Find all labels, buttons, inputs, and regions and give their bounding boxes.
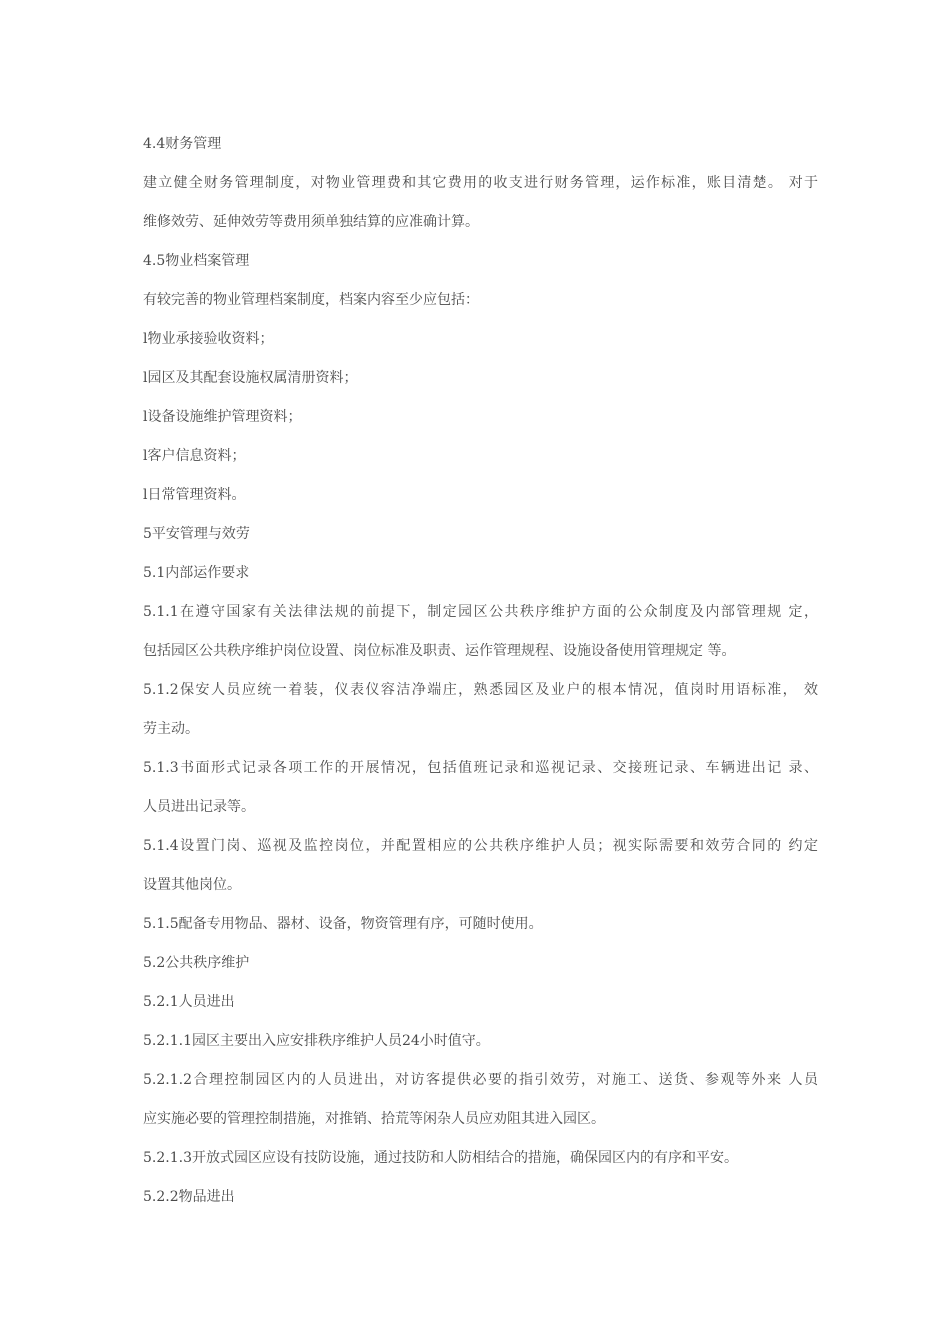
section-heading-4-4: 4.4财务管理 (143, 136, 222, 152)
paragraph-line: 5.1.1在遵守国家有关法律法规的前提下，制定园区公共秩序维护方面的公众制度及内部管理规 定， (143, 604, 818, 620)
list-item: l设备设施维护管理资料； (143, 409, 302, 425)
paragraph-line: 5.2.1.2合理控制园区内的人员进出，对访客提供必要的指引效劳，对施工、送货、参观等外来 人员 (143, 1072, 818, 1088)
document-body (143, 129, 818, 1221)
paragraph-line: 5.1.3书面形式记录各项工作的开展情况，包括值班记录和巡视记录、交接班记录、车辆进出记 录、 (143, 760, 818, 776)
section-heading-5-1: 5.1内部运作要求 (143, 565, 250, 581)
list-item: l客户信息资料； (143, 448, 246, 464)
paragraph-line: 设置其他岗位。 (143, 877, 241, 893)
section-heading-5: 5平安管理与效劳 (143, 526, 250, 542)
list-item: l物业承接验收资料； (143, 331, 274, 347)
paragraph-line: 5.1.2保安人员应统一着装，仪表仪容洁净端庄，熟悉园区及业户的根本情况，值岗时用语标准， 效 (143, 682, 818, 698)
paragraph-line: 5.2.1.1园区主要出入应安排秩序维护人员24小时值守。 (143, 1033, 490, 1049)
paragraph-line: 5.1.5配备专用物品、器材、设备，物资管理有序，可随时使用。 (143, 916, 543, 932)
list-item: l日常管理资料。 (143, 487, 246, 503)
paragraph-line: 包括园区公共秩序维护岗位设置、岗位标准及职责、运作管理规程、设施设备使用管理规定 等。 (143, 643, 736, 659)
paragraph-line: 维修效劳、延伸效劳等费用须单独结算的应准确计算。 (143, 214, 479, 230)
list-item: l园区及其配套设施权属清册资料； (143, 370, 358, 386)
paragraph-line: 劳主动。 (143, 721, 199, 737)
section-heading-5-2: 5.2公共秩序维护 (143, 955, 250, 971)
paragraph-line: 建立健全财务管理制度，对物业管理费和其它费用的收支进行财务管理，运作标准，账目清楚。 对于 (143, 175, 818, 191)
paragraph-line: 有较完善的物业管理档案制度，档案内容至少应包括： (143, 292, 479, 308)
section-heading-4-5: 4.5物业档案管理 (143, 253, 250, 269)
paragraph-line: 5.2.1.3开放式园区应设有技防设施，通过技防和人防相结合的措施，确保园区内的有序和平安。 (143, 1150, 738, 1166)
section-heading-5-2-2: 5.2.2物品进出 (143, 1189, 235, 1205)
paragraph-line: 5.1.4设置门岗、巡视及监控岗位，并配置相应的公共秩序维护人员；视实际需要和效劳合同的 约定 (143, 838, 818, 854)
paragraph-line: 应实施必要的管理控制措施，对推销、拾荒等闲杂人员应劝阻其进入园区。 (143, 1111, 605, 1127)
section-heading-5-2-1: 5.2.1人员进出 (143, 994, 235, 1010)
paragraph-line: 人员进出记录等。 (143, 799, 255, 815)
